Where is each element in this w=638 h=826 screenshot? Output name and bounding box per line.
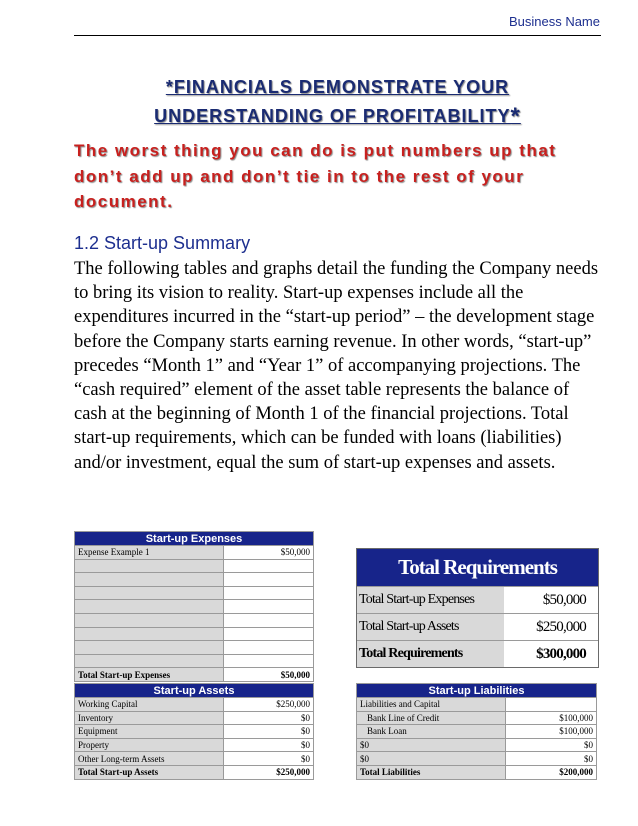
startup-expenses-table [74, 531, 314, 682]
row-label [75, 573, 224, 587]
table-row [357, 711, 597, 725]
table-row [75, 546, 314, 560]
row-label: Equipment [75, 725, 224, 739]
startup-expenses-title: Start-up Expenses [75, 532, 314, 546]
table-row [75, 627, 314, 641]
row-label [75, 641, 224, 655]
startup-liabilities-title: Start-up Liabilities [357, 684, 597, 698]
total-label: Total Requirements [357, 641, 504, 667]
table-row [357, 738, 597, 752]
total-requirements-table [356, 548, 599, 668]
row-value: $250,000 [536, 619, 586, 635]
row-label: Property [75, 738, 224, 752]
row-value [224, 586, 314, 600]
table-header-row [357, 698, 597, 712]
row-value: $50,000 [542, 592, 586, 608]
startup-liabilities-table [356, 683, 597, 780]
table-row [75, 698, 314, 712]
row-label: Other Long-term Assets [75, 752, 224, 766]
table-total-row [75, 668, 314, 682]
row-value: $250,000 [224, 698, 314, 712]
table-row [75, 725, 314, 739]
heading-star: * [510, 103, 521, 130]
row-value: $50,000 [224, 546, 314, 560]
total-requirements-title: Total Requirements [357, 549, 598, 586]
row-label: Bank Line of Credit [357, 711, 506, 725]
table-total-row [357, 640, 598, 667]
header-rule [74, 35, 601, 36]
row-label: Total Start-up Expenses [357, 587, 504, 613]
row-label [75, 654, 224, 668]
row-value [224, 559, 314, 573]
table-row [75, 738, 314, 752]
total-label: Total Liabilities [357, 765, 506, 779]
section-title: 1.2 Start-up Summary [74, 233, 251, 253]
total-value: $300,000 [536, 646, 586, 662]
row-value: $0 [224, 738, 314, 752]
table-row [75, 641, 314, 655]
startup-assets-title: Start-up Assets [75, 684, 314, 698]
total-label: Total Start-up Assets [75, 765, 224, 779]
row-value [224, 613, 314, 627]
row-label: Bank Loan [357, 725, 506, 739]
row-label [75, 586, 224, 600]
row-label [75, 559, 224, 573]
table-row [357, 613, 598, 640]
total-value: $50,000 [224, 668, 314, 682]
total-value: $200,000 [506, 765, 597, 779]
heading-line-2 [74, 103, 601, 131]
table-total-row [75, 765, 314, 779]
table-row [357, 586, 598, 613]
header-business-name: Business Name [508, 14, 600, 29]
row-label: Working Capital [75, 698, 224, 712]
row-label: Liabilities and Capital [357, 698, 506, 712]
row-value: $0 [506, 752, 597, 766]
row-value: $0 [224, 752, 314, 766]
table-row [75, 600, 314, 614]
row-label [75, 627, 224, 641]
row-label: $0 [357, 738, 506, 752]
row-value [224, 627, 314, 641]
table-row [75, 559, 314, 573]
table-row [75, 654, 314, 668]
row-label [75, 613, 224, 627]
row-value [224, 600, 314, 614]
row-value [224, 573, 314, 587]
row-value [506, 698, 597, 712]
row-value [224, 641, 314, 655]
table-row [357, 725, 597, 739]
table-row [75, 573, 314, 587]
total-label: Total Start-up Expenses [75, 668, 224, 682]
table-total-row [357, 765, 597, 779]
row-label: Inventory [75, 711, 224, 725]
row-value: $0 [224, 725, 314, 739]
startup-assets-table [74, 683, 314, 780]
heading-line-1: *FINANCIALS DEMONSTRATE YOUR [165, 77, 510, 97]
table-row [75, 586, 314, 600]
row-value [224, 654, 314, 668]
total-value: $250,000 [224, 765, 314, 779]
warning-text: The worst thing you can do is put numbers up that don’t add up and don’t tie in to the rest of your document. [74, 141, 557, 211]
row-value: $0 [506, 738, 597, 752]
row-label [75, 600, 224, 614]
row-value: $100,000 [506, 725, 597, 739]
table-row [75, 711, 314, 725]
table-row [357, 752, 597, 766]
section-body: The following tables and graphs detail the funding the Company needs to bring its vision to reality. Start-up expenses include all the expenditures incurred in the “start-up period” – the development stage before the Company starts earning revenue. In other words, “start-up” precedes “Month 1” and “Year 1” of accompanying projections. The “cash required” element of the asset table represents the balance of cash at the beginning of Month 1 of the financial projections. Total start-up requirements, which can be funded with loans (liabilities) and/or investment, equal the sum of start-up expenses and assets. [74, 259, 599, 473]
table-row [75, 752, 314, 766]
row-label: Expense Example 1 [75, 546, 224, 560]
heading-line-2-text: UNDERSTANDING OF PROFITABILITY [154, 106, 511, 126]
row-label: $0 [357, 752, 506, 766]
table-row [75, 613, 314, 627]
row-value: $0 [224, 711, 314, 725]
row-value: $100,000 [506, 711, 597, 725]
row-label: Total Start-up Assets [357, 614, 504, 640]
